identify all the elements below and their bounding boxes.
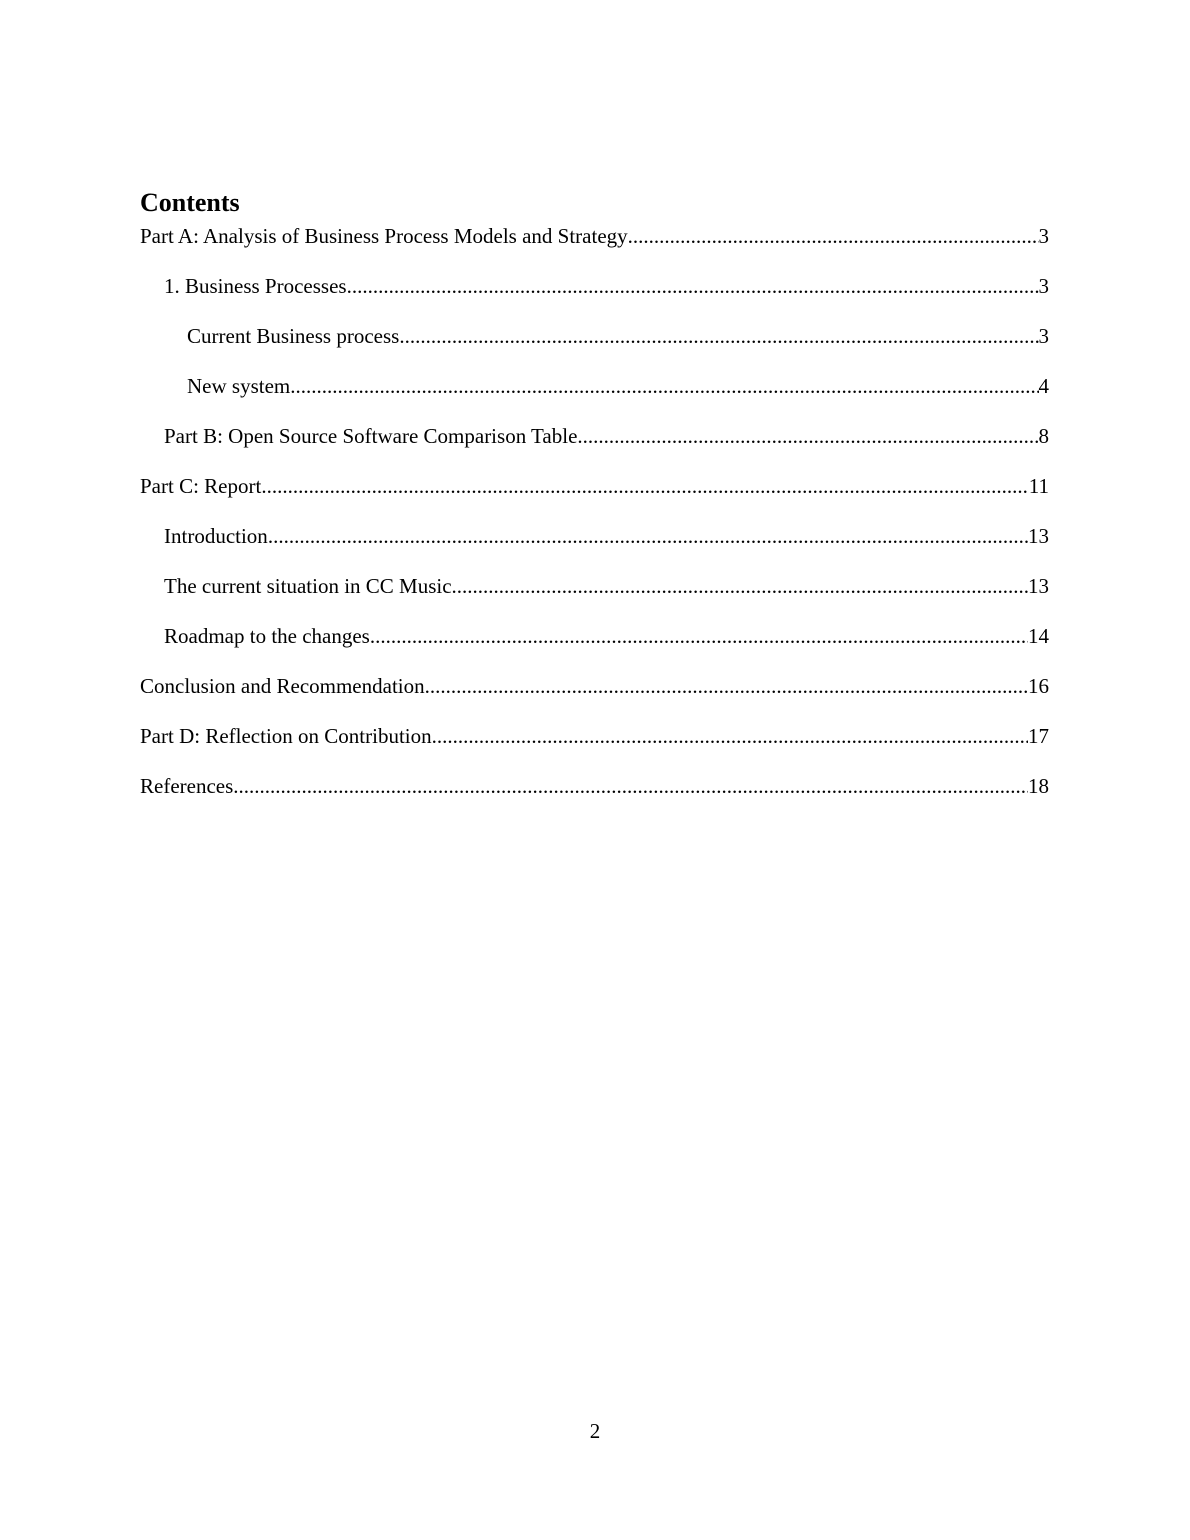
toc-entry-page: 14	[1028, 624, 1049, 648]
toc-entry-business-processes[interactable]	[140, 272, 1049, 322]
toc-entry-title: Part A: Analysis of Business Process Models and Strategy	[140, 224, 628, 248]
toc-entry-conclusion[interactable]	[140, 672, 1049, 722]
toc-entry-title: Conclusion and Recommendation	[140, 674, 425, 698]
toc-entry-title: 1. Business Processes	[164, 274, 347, 298]
dot-leader	[290, 372, 1038, 400]
toc-entry-page: 3	[1038, 324, 1049, 348]
toc-entry-references[interactable]	[140, 772, 1049, 822]
toc-entry-title: References	[140, 774, 234, 798]
dot-leader	[261, 472, 1028, 500]
dot-leader	[347, 272, 1039, 300]
dot-leader	[370, 622, 1028, 650]
toc-entry-title: New system	[187, 374, 291, 398]
toc-entry-page: 17	[1028, 724, 1049, 748]
dot-leader	[452, 572, 1028, 600]
toc-entry-roadmap[interactable]	[140, 622, 1049, 672]
toc-entry-title: Roadmap to the changes	[164, 624, 370, 648]
table-of-contents	[140, 222, 1049, 822]
toc-entry-introduction[interactable]	[140, 522, 1049, 572]
toc-entry-current-situation[interactable]	[140, 572, 1049, 622]
toc-entry-page: 13	[1028, 524, 1049, 548]
toc-entry-page: 3	[1038, 224, 1049, 248]
dot-leader	[425, 672, 1028, 700]
dot-leader	[268, 522, 1028, 550]
toc-entry-page: 18	[1028, 774, 1049, 798]
dot-leader	[577, 422, 1038, 450]
toc-entry-title: Part D: Reflection on Contribution	[140, 724, 432, 748]
toc-entry-title: Introduction	[164, 524, 268, 548]
dot-leader	[628, 222, 1039, 250]
toc-entry-page: 8	[1038, 424, 1049, 448]
toc-entry-new-system[interactable]	[140, 372, 1049, 422]
toc-heading: Contents	[140, 188, 240, 217]
toc-entry-part-b[interactable]	[140, 422, 1049, 472]
toc-entry-part-c[interactable]	[140, 472, 1049, 522]
toc-entry-title: Current Business process	[187, 324, 400, 348]
dot-leader	[233, 772, 1028, 800]
toc-entry-page: 4	[1038, 374, 1049, 398]
toc-entry-current-business-process[interactable]	[140, 322, 1049, 372]
toc-entry-part-d[interactable]	[140, 722, 1049, 772]
toc-entry-part-a[interactable]	[140, 222, 1049, 272]
toc-entry-title: Part C: Report	[140, 474, 262, 498]
toc-entry-title: Part B: Open Source Software Comparison Table	[164, 424, 578, 448]
dot-leader	[432, 722, 1028, 750]
toc-entry-title: The current situation in CC Music	[164, 574, 452, 598]
toc-entry-page: 11	[1028, 474, 1049, 498]
page-number: 2	[589, 1419, 601, 1443]
toc-entry-page: 16	[1028, 674, 1049, 698]
toc-entry-page: 13	[1028, 574, 1049, 598]
dot-leader	[399, 322, 1038, 350]
toc-entry-page: 3	[1038, 274, 1049, 298]
